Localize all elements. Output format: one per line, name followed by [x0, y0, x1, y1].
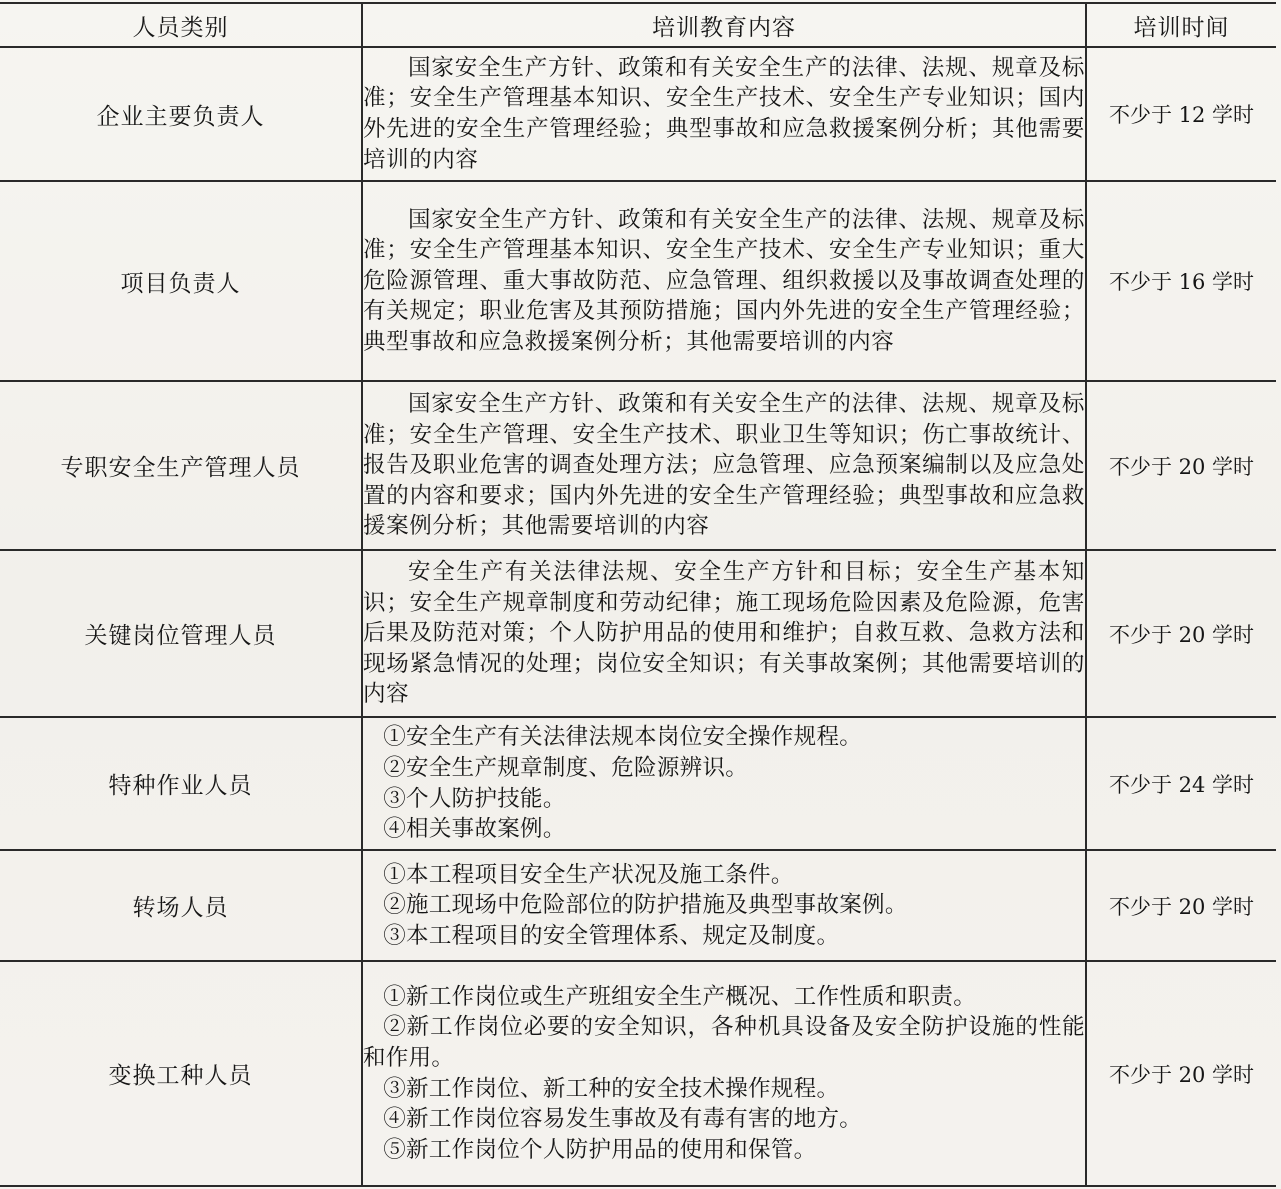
time-cell: 不少于 24 学时 [1086, 717, 1276, 850]
content-cell [362, 181, 1086, 381]
content-cell [362, 47, 1086, 181]
table-row [0, 181, 1276, 381]
header-personnel-category: 人员类别 [0, 3, 362, 47]
content-cell [362, 717, 1086, 850]
content-cell [362, 961, 1086, 1186]
content-list-item: ①安全生产有关法律法规本岗位安全操作规程。 [383, 724, 863, 751]
content-list-item: ④新工作岗位容易发生事故及有毒有害的地方。 [383, 1106, 863, 1133]
time-cell: 不少于 20 学时 [1086, 961, 1276, 1186]
content-cell [362, 550, 1086, 717]
content-list-item: ②施工现场中危险部位的防护措施及典型事故案例。 [383, 892, 908, 919]
table-row [0, 381, 1276, 550]
training-table [0, 2, 1276, 1187]
content-list-item: ①新工作岗位或生产班组安全生产概况、工作性质和职责。 [383, 983, 977, 1010]
content-list-item: ③个人防护技能。 [383, 785, 566, 812]
content-list-item: ④相关事故案例。 [383, 816, 566, 843]
content-paragraph: 安全生产有关法律法规、安全生产方针和目标；安全生产基本知识；安全生产规章制度和劳动纪律；施工现场危险因素及危险源，危害后果及防范对策；个人防护用品的使用和维护；自救互救、急救方法和现场紧急情况的处理；岗位安全知识；有关事故案例；其他需要培训的内容 [363, 559, 1085, 708]
header-training-content: 培训教育内容 [362, 3, 1086, 47]
content-list-item: ⑤新工作岗位个人防护用品的使用和保管。 [383, 1136, 817, 1163]
content-list-item: ②安全生产规章制度、危险源辨识。 [383, 754, 749, 781]
content-list-item: ③新工作岗位、新工种的安全技术操作规程。 [383, 1075, 840, 1102]
category-cell: 关键岗位管理人员 [0, 550, 362, 717]
content-list-item: ①本工程项目安全生产状况及施工条件。 [383, 861, 794, 888]
content-list-item: ②新工作岗位必要的安全知识，各种机具设备及安全防护设施的性能和作用。 [363, 1014, 1085, 1071]
table-row [0, 961, 1276, 1186]
time-cell: 不少于 20 学时 [1086, 850, 1276, 961]
table-row [0, 550, 1276, 717]
content-cell [362, 381, 1086, 550]
content-cell [362, 850, 1086, 961]
content-paragraph: 国家安全生产方针、政策和有关安全生产的法律、法规、规章及标准；安全生产管理、安全生产技术、职业卫生等知识；伤亡事故统计、报告及职业危害的调查处理方法；应急管理、应急预案编制以及应急处置的内容和要求；国内外先进的安全生产管理经验；典型事故和应急救援案例分析；其他需要培训的内容 [363, 391, 1085, 540]
content-paragraph: 国家安全生产方针、政策和有关安全生产的法律、法规、规章及标准；安全生产管理基本知识、安全生产技术、安全生产专业知识；国内外先进的安全生产管理经验；典型事故和应急救援案例分析；其他需要培训的内容 [363, 54, 1085, 173]
category-cell: 变换工种人员 [0, 961, 362, 1186]
time-cell: 不少于 12 学时 [1086, 47, 1276, 181]
table-row [0, 717, 1276, 850]
time-cell: 不少于 16 学时 [1086, 181, 1276, 381]
table-row [0, 47, 1276, 181]
content-paragraph: 国家安全生产方针、政策和有关安全生产的法律、法规、规章及标准；安全生产管理基本知识、安全生产技术、安全生产专业知识；重大危险源管理、重大事故防范、应急管理、组织救援以及事故调查处理的有关规定；职业危害及其预防措施；国内外先进的安全生产管理经验；典型事故和应急救援案例分析；其他需要培训的内容 [363, 206, 1085, 355]
category-cell: 转场人员 [0, 850, 362, 961]
table-row [0, 850, 1276, 961]
table-header-row [0, 3, 1276, 47]
header-training-time: 培训时间 [1086, 3, 1276, 47]
category-cell: 项目负责人 [0, 181, 362, 381]
content-list-item: ③本工程项目的安全管理体系、规定及制度。 [383, 922, 840, 949]
category-cell: 企业主要负责人 [0, 47, 362, 181]
category-cell: 专职安全生产管理人员 [0, 381, 362, 550]
category-cell: 特种作业人员 [0, 717, 362, 850]
time-cell: 不少于 20 学时 [1086, 381, 1276, 550]
time-cell: 不少于 20 学时 [1086, 550, 1276, 717]
